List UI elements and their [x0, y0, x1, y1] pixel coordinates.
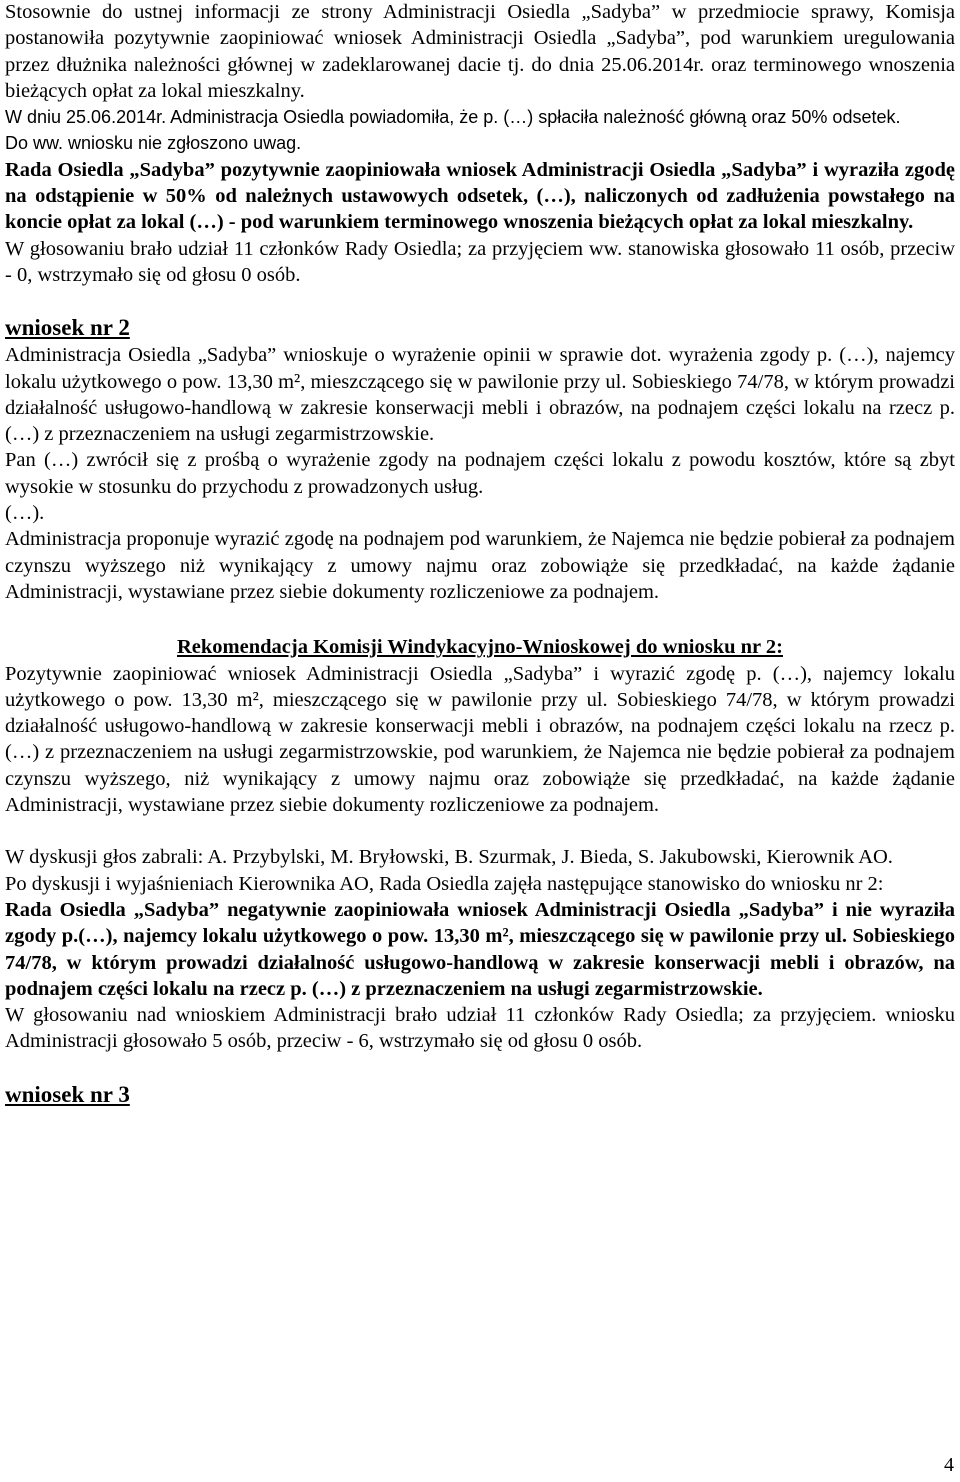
paragraph-ellipsis: (…).	[5, 502, 45, 525]
paragraph-no-remarks: Do ww. wniosku nie zgłoszono uwag.	[5, 133, 302, 154]
paragraph-vote-1: W głosowaniu brało udział 11 członków Rady Osiedla; za przyjęciem ww. stanowiska głosowało 11 osób, przeciw - 0, wstrzymało się od głosu 0 osób.	[5, 237, 955, 286]
paragraph-recommendation: Pozytywnie zaopiniować wniosek Administracji Osiedla „Sadyba” i wyrazić zgodę p. (…), najemcy lokalu użytkowego o pow. 13,30 m², mieszczącego się w pawilonie przy ul. Sobieskiego 74/78, w którym prowadzi działalność usługowo-handlową w zakresie konserwacji mebli i obrazów, na podnajem części lokalu na rzecz p.(…) z przeznaczeniem na usługi zegarmistrzowskie, pod warunkiem, że Najemca nie będzie pobierał za podnajem czynszu wyższego, niż wynikający z umowy najmu oraz zobowiąże się przedkładać, na każde żądanie Administracji, wystawiane przez siebie dokumenty rozliczeniowe za podnajem.	[5, 662, 955, 817]
paragraph-vote-2: W głosowaniu nad wnioskiem Administracji brało udział 11 członków Rady Osiedla; za przyjęciem. wniosku Administracji głosowało 5 osób, przeciw - 6, wstrzymało się od głosu 0 osób.	[5, 1004, 955, 1053]
paragraph-intro: Stosownie do ustnej informacji ze strony Administracji Osiedla „Sadyba” w przedmiocie sprawy, Komisja postanowiła pozytywnie zaopiniować wniosek Administracji Osiedla „Sadyba”, pod warunkiem uregulowania przez dłużnika należności głównej w zadeklarowanej dacie tj. do dnia 25.06.2014r. oraz terminowego wnoszenia bieżących opłat za lokal mieszkalny.	[5, 1, 955, 102]
heading-wniosek-2: wniosek nr 2	[5, 315, 130, 341]
paragraph-notice: W dniu 25.06.2014r. Administracja Osiedla powiadomiła, że p. (…) spłaciła należność główną oraz 50% odsetek.	[5, 107, 901, 128]
paragraph-tenant-request: Pan (…) zwrócił się z prośbą o wyrażenie zgody na podnajem części lokalu z powodu kosztów, które są zbyt wysokie w stosunku do przychodu z prowadzonych usług.	[5, 449, 955, 498]
spacer	[5, 288, 955, 314]
heading-recommendation: Rekomendacja Komisji Windykacyjno-Wnioskowej do wniosku nr 2:	[177, 636, 783, 659]
document-page	[5, 0, 955, 1109]
paragraph-request-2: Administracja Osiedla „Sadyba” wnioskuje o wyrażenie opinii w sprawie dot. wyrażenia zgody p. (…), najemcy lokalu użytkowego o pow. 13,30 m², mieszczącego się w pawilonie przy ul. Sobieskiego 74/78, w którym prowadzi działalność usługowo-handlową w zakresie konserwacji mebli i obrazów, na podnajem części lokalu na rzecz p. (…) z przeznaczeniem na usługi zegarmistrzowskie.	[5, 344, 955, 446]
paragraph-after-discussion: Po dyskusji i wyjaśnieniach Kierownika AO, Rada Osiedla zajęła następujące stanowisko do wniosku nr 2:	[5, 872, 884, 895]
paragraph-administration-proposal: Administracja proponuje wyrazić zgodę na podnajem pod warunkiem, że Najemca nie będzie pobierał za podnajem czynszu wyższego niż wynikający z umowy najmu oraz zobowiąże się przedkładać, na każde żądanie Administracji, wystawiane przez siebie dokumenty rozliczeniowe za podnajem.	[5, 528, 955, 603]
paragraph-resolution-1: Rada Osiedla „Sadyba” pozytywnie zaopiniowała wniosek Administracji Osiedla „Sadyba” i wyraziła zgodę na odstąpienie w 50% od należnych ustawowych odsetek, (…), naliczonych od zadłużenia powstałego na koncie opłat za lokal (…) - pod warunkiem terminowego wnoszenia bieżących opłat za lokal mieszkalny.	[5, 158, 955, 234]
heading-wniosek-3: wniosek nr 3	[5, 1081, 130, 1107]
spacer	[5, 1055, 955, 1081]
paragraph-discussion: W dyskusji głos zabrali: A. Przybylski, M. Bryłowski, B. Szurmak, J. Bieda, S. Jakubowski, Kierownik AO.	[5, 846, 893, 869]
spacer	[5, 605, 955, 634]
spacer	[5, 818, 955, 844]
page-number: 4	[944, 1454, 954, 1476]
paragraph-resolution-2: Rada Osiedla „Sadyba” negatywnie zaopiniowała wniosek Administracji Osiedla „Sadyba” i nie wyraziła zgody p.(…), najemcy lokalu użytkowego o pow. 13,30 m², mieszczącego się w pawilonie przy ul. Sobieskiego 74/78, w którym prowadzi działalność usługowo-handlową w zakresie konserwacji mebli i obrazów, na podnajem części lokalu na rzecz p. (…) z przeznaczeniem na usługi zegarmistrzowskie.	[5, 898, 955, 1000]
